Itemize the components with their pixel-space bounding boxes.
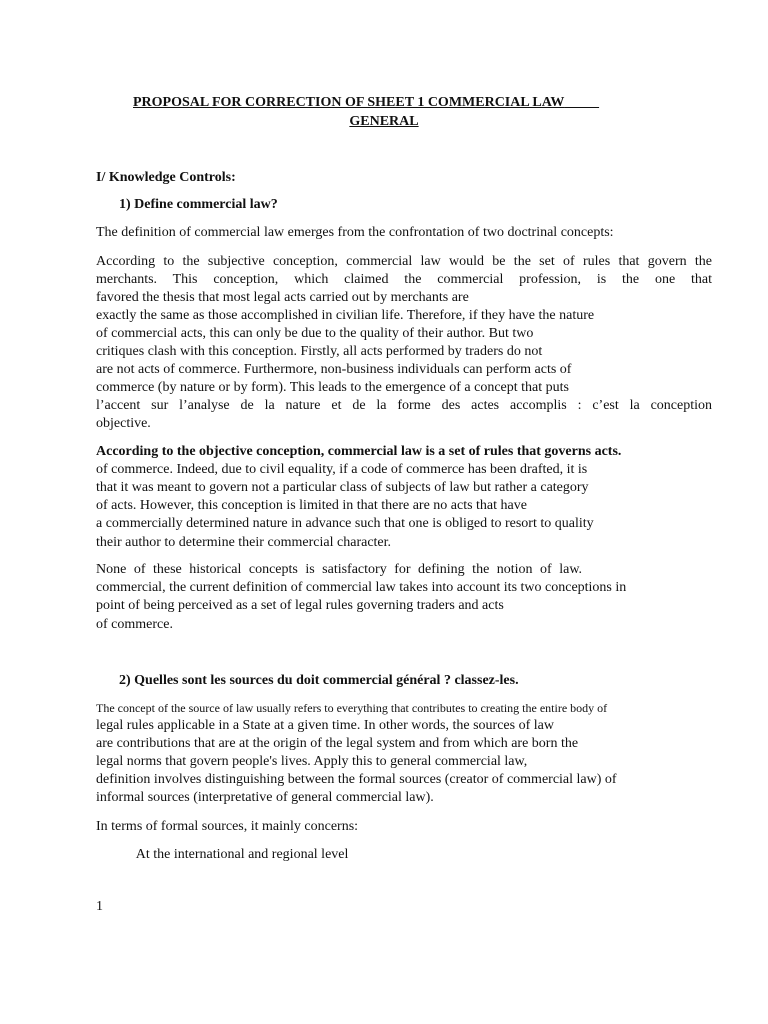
paragraph-4-line: point of being perceived as a set of legal rules governing traders and acts	[96, 598, 504, 613]
title-line-2: GENERAL	[349, 114, 419, 129]
paragraph-5-line: informal sources (interpretative of general commercial law).	[96, 790, 434, 805]
paragraph-2-line: objective.	[96, 416, 151, 431]
paragraph-5-line: legal norms that govern people's lives. Apply this to general commercial law,	[96, 754, 528, 769]
paragraph-3-line: that it was meant to govern not a particular class of subjects of law but rather a category	[96, 480, 589, 495]
question-1-heading: 1) Define commercial law?	[119, 197, 278, 212]
question-2-heading: 2) Quelles sont les sources du doit commercial général ? classez-les.	[119, 673, 519, 688]
paragraph-3-line: of commerce. Indeed, due to civil equality, if a code of commerce has been drafted, it is	[96, 462, 588, 477]
page-number: 1	[96, 899, 103, 914]
section-heading: I/ Knowledge Controls:	[96, 170, 236, 185]
paragraph-2-line: are not acts of commerce. Furthermore, non-business individuals can perform acts of	[96, 362, 572, 377]
paragraph-5-line: The concept of the source of law usually refers to everything that contributes to creating the entire body of	[96, 701, 608, 715]
paragraph-6: In terms of formal sources, it mainly concerns:	[96, 819, 359, 834]
paragraph-4-line: of commerce.	[96, 617, 173, 632]
paragraph-2-line: of commercial acts, this can only be due to the quality of their author. But two	[96, 326, 534, 341]
paragraph-2-line: l’accent sur l’analyse de la nature et de la forme des actes accomplis : c’est la conception	[96, 398, 712, 413]
paragraph-5-line: are contributions that are at the origin of the legal system and from which are born the	[96, 736, 579, 751]
bullet-item-text: At the international and regional level	[135, 847, 349, 862]
paragraph-2-line: merchants. This conception, which claimed the commercial profession, is the one that	[96, 272, 712, 287]
paragraph-3-line: of acts. However, this conception is limited in that there are no acts that have	[96, 498, 527, 513]
paragraph-4-line: None of these historical concepts is satisfactory for defining the notion of law.	[96, 562, 583, 577]
paragraph-3-line: a commercially determined nature in advance such that one is obliged to resort to quality	[96, 516, 594, 531]
title-line-1: PROPOSAL FOR CORRECTION OF SHEET 1 COMMERCIAL LAW	[133, 95, 565, 110]
paragraph-2-line: favored the thesis that most legal acts carried out by merchants are	[96, 290, 469, 305]
paragraph-4-line: commercial, the current definition of commercial law takes into account its two conceptions in	[96, 580, 627, 595]
paragraph-5-line: legal rules applicable in a State at a given time. In other words, the sources of law	[96, 718, 554, 733]
paragraph-3-line: According to the objective conception, commercial law is a set of rules that governs acts.	[96, 444, 622, 459]
paragraph-1: The definition of commercial law emerges from the confrontation of two doctrinal concepts:	[96, 225, 614, 240]
paragraph-5-line: definition involves distinguishing between the formal sources (creator of commercial law) of	[96, 772, 617, 787]
paragraph-3-line: their author to determine their commercial character.	[96, 535, 392, 550]
paragraph-2-line: critiques clash with this conception. Firstly, all acts performed by traders do not	[96, 344, 543, 359]
paragraph-2-line: exactly the same as those accomplished in civilian life. Therefore, if they have the nature	[96, 308, 595, 323]
paragraph-2-line: commerce (by nature or by form). This leads to the emergence of a concept that puts	[96, 380, 569, 395]
bullet-item	[119, 846, 348, 864]
paragraph-2-line: According to the subjective conception, commercial law would be the set of rules that govern the	[96, 254, 712, 269]
